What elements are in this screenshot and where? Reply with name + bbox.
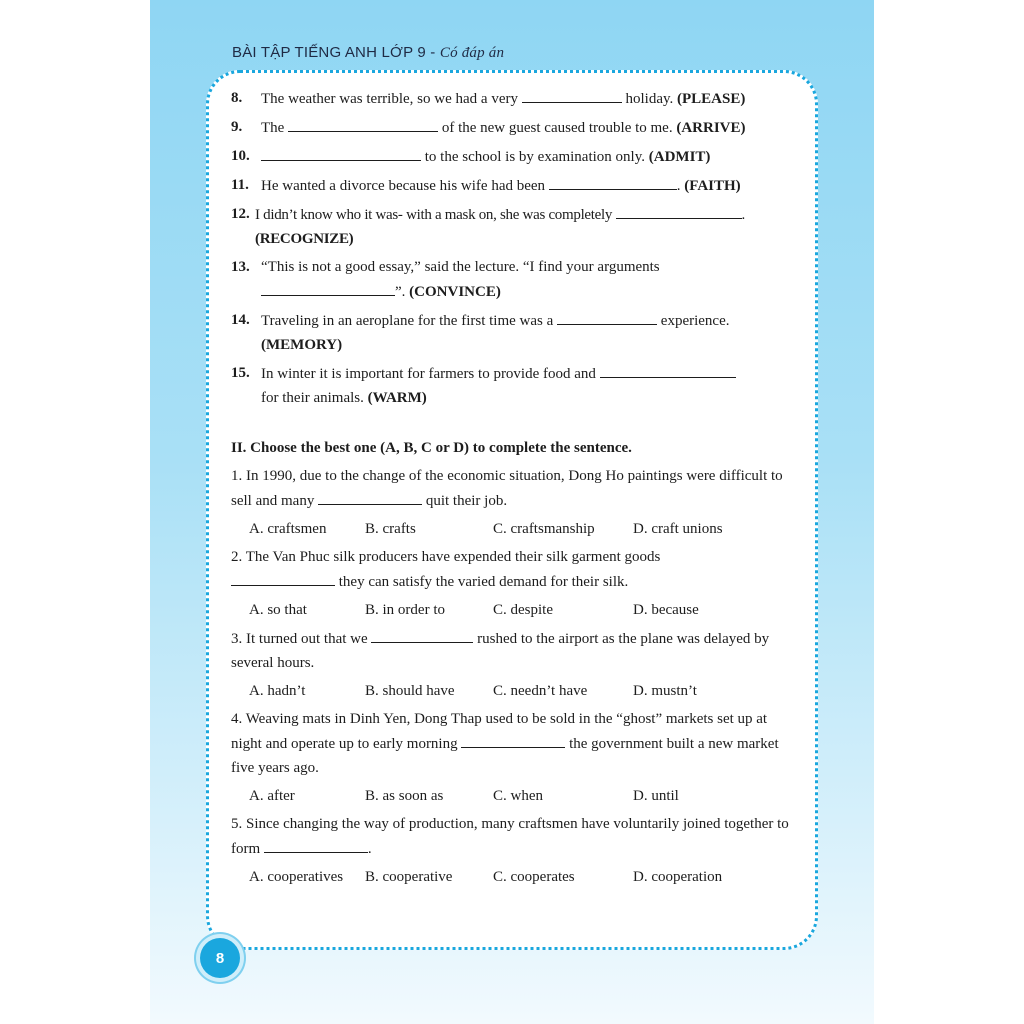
answer-blank[interactable] (318, 488, 422, 505)
keyword: (MEMORY) (261, 337, 343, 353)
option-c[interactable]: C. cooperates (493, 869, 575, 885)
question-number: 10. (231, 148, 250, 164)
keyword: (ARRIVE) (676, 120, 746, 136)
option-c[interactable]: C. despite (493, 602, 553, 618)
question-number: 11. (231, 177, 249, 193)
header-subtitle: Có đáp án (439, 45, 505, 61)
question-text: The weather was terrible, so we had a very (261, 91, 522, 107)
page-number: 8 (215, 949, 225, 967)
option-d[interactable]: D. until (633, 788, 679, 804)
option-c[interactable]: C. when (493, 788, 543, 804)
section-title: II. Choose the best one (A, B, C or D) to complete the sentence. (231, 440, 632, 456)
answer-blank[interactable] (371, 626, 473, 643)
options-row (249, 865, 792, 889)
option-c[interactable]: C. needn’t have (493, 683, 588, 699)
question-text: 1. In 1990, due to the change of the economic situation, Dong Ho paintings were difficult to sell and many (231, 468, 783, 509)
option-a[interactable]: A. craftsmen (249, 521, 327, 537)
option-d[interactable]: D. craft unions (633, 521, 723, 537)
answer-blank[interactable] (231, 569, 335, 586)
question-8 (231, 86, 792, 111)
answer-blank[interactable] (600, 361, 736, 378)
question-text: ”. (395, 284, 410, 300)
keyword: (PLEASE) (677, 91, 746, 107)
option-a[interactable]: A. after (249, 788, 295, 804)
question-10 (231, 144, 792, 169)
option-a[interactable]: A. so that (249, 602, 307, 618)
keyword: (FAITH) (684, 178, 741, 194)
keyword: (CONVINCE) (409, 284, 501, 300)
keyword: (WARM) (367, 390, 427, 406)
question-text: rushed to the airport as the plane was delayed by several hours. (231, 631, 770, 671)
option-a[interactable]: A. hadn’t (249, 683, 306, 699)
page-header (232, 44, 504, 62)
question-number: 9. (231, 119, 243, 135)
question-number: 15. (231, 365, 250, 381)
question-number: 12. (231, 206, 250, 222)
question-text: they can satisfy the varied demand for their silk. (335, 574, 629, 590)
question-text: Traveling in an aeroplane for the first time was a (261, 313, 558, 329)
question-12 (231, 202, 792, 251)
mcq-question-4 (231, 707, 792, 780)
answer-blank[interactable] (557, 308, 657, 325)
answer-blank[interactable] (549, 173, 677, 190)
option-b[interactable]: B. cooperative (365, 869, 453, 885)
answer-blank[interactable] (616, 202, 742, 219)
question-text: In winter it is important for farmers to provide food and (261, 366, 600, 382)
answer-blank[interactable] (522, 86, 622, 103)
exercise-content (231, 86, 792, 893)
question-text: . (367, 841, 372, 857)
question-11 (231, 173, 792, 198)
question-text: quit their job. (422, 493, 508, 509)
option-d[interactable]: D. mustn’t (633, 683, 697, 699)
answer-blank[interactable] (261, 144, 421, 161)
option-a[interactable]: A. cooperatives (249, 869, 344, 885)
option-c[interactable]: C. craftsmanship (493, 521, 595, 537)
question-text: . (741, 207, 745, 223)
question-text: I didn’t know who it was- with a mask on, she was completely (255, 207, 616, 223)
answer-blank[interactable] (288, 115, 438, 132)
option-b[interactable]: B. should have (365, 683, 455, 699)
answer-blank[interactable] (261, 279, 395, 296)
question-text: “This is not a good essay,” said the lecture. “I find your arguments (261, 259, 660, 275)
options-row (249, 517, 792, 541)
question-text: . (676, 178, 685, 194)
header-title: BÀI TẬP TIẾNG ANH LỚP 9 - (232, 44, 440, 61)
question-text: 2. The Van Phuc silk producers have expended their silk garment goods (231, 549, 661, 565)
option-b[interactable]: B. crafts (365, 521, 416, 537)
mcq-question-1 (231, 464, 792, 513)
options-row (249, 784, 792, 808)
answer-blank[interactable] (461, 731, 565, 748)
question-text: 5. Since changing the way of production, many craftsmen have voluntarily joined together to form (231, 816, 789, 857)
question-text: 3. It turned out that we (231, 631, 372, 647)
option-d[interactable]: D. cooperation (633, 869, 723, 885)
mcq-question-2 (231, 545, 792, 594)
question-text: experience. (657, 313, 730, 329)
question-text: the government built a new market five years ago. (231, 736, 779, 776)
options-row (249, 598, 792, 622)
option-d[interactable]: D. because (633, 602, 699, 618)
question-text: The (261, 120, 289, 136)
question-text: holiday. (621, 91, 678, 107)
question-15 (231, 361, 792, 410)
mcq-question-5 (231, 812, 792, 861)
question-13 (231, 255, 792, 304)
question-text: for their animals. (261, 390, 368, 406)
question-number: 13. (231, 259, 250, 275)
question-number: 8. (231, 90, 243, 106)
answer-blank[interactable] (264, 836, 368, 853)
question-9 (231, 115, 792, 140)
option-b[interactable]: B. in order to (365, 602, 445, 618)
question-text: He wanted a divorce because his wife had been (261, 178, 549, 194)
question-text: 4. Weaving mats in Dinh Yen, Dong Thap used to be sold in the “ghost” markets set up at night and operate up to early morning (231, 711, 768, 752)
question-text: to the school is by examination only. (421, 149, 649, 165)
keyword: (ADMIT) (648, 149, 711, 165)
question-14 (231, 308, 792, 357)
page-number-badge (200, 938, 240, 978)
options-row (249, 679, 792, 703)
option-b[interactable]: B. as soon as (365, 788, 444, 804)
question-text: of the new guest caused trouble to me. (438, 120, 677, 136)
keyword: (RECOGNIZE) (255, 231, 354, 247)
mcq-question-3 (231, 626, 792, 675)
question-number: 14. (231, 312, 250, 328)
